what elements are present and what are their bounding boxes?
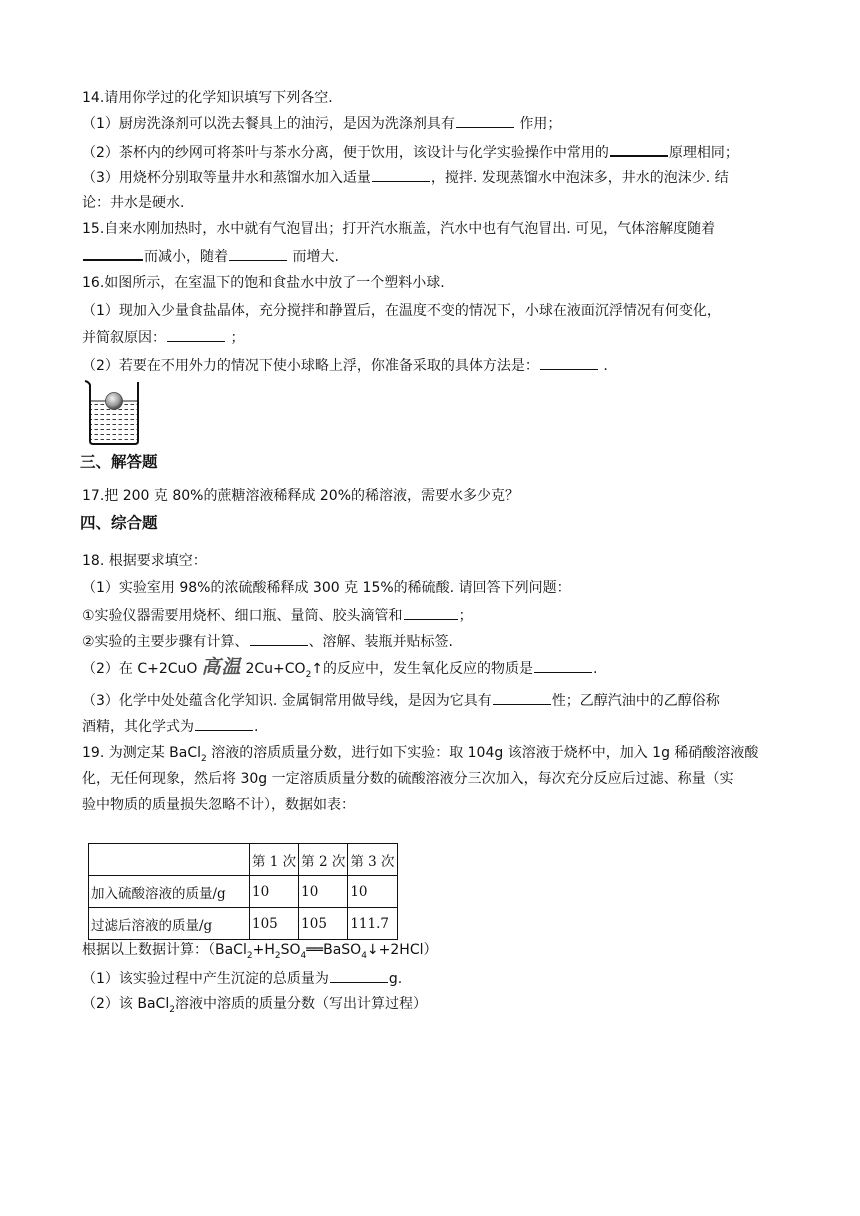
q18-part1-1: ①实验仪器需要用烧杯、细口瓶、量筒、胶头滴管和 ； [82,605,473,626]
q14-part2: （2）茶杯内的纱网可将茶叶与茶水分离，便于饮用，该设计与化学实验操作中常用的 原理相同； [82,141,739,163]
table-header-cell: 第 3 次 [348,844,397,876]
plastic-ball [106,393,123,410]
q18-part3-cont: 酒精，其化学式为 . [82,716,258,737]
beaker-with-ball-figure [82,377,146,447]
answer-blank[interactable] [250,631,308,646]
answer-blank[interactable] [330,968,388,983]
section-heading-4: 四、综合题 [80,514,158,532]
reaction-condition-label: 高温 [201,656,242,678]
answer-blank[interactable] [195,716,253,731]
q16-part1: （1）现加入少量食盐晶体，充分搅拌和静置后，在温度不变的情况下，小球在液面沉浮情况有何变化， [82,303,721,319]
q19-line2: 化，无任何现象，然后将 30g 一定溶质质量分数的硫酸溶液分三次加入，每次充分反应后过滤、称量（实 [82,771,734,787]
q16-part1-cont: 并简叙原因： ； [82,327,244,348]
q16-part2: （2）若要在不用外力的情况下使小球略上浮，你准备采取的具体方法是： . [82,355,608,376]
q14-part1: （1）厨房洗涤剂可以洗去餐具上的油污，是因为洗涤剂具有 作用； [82,113,561,134]
q18-intro: 18. 根据要求填空： [82,553,207,569]
answer-blank[interactable] [229,246,287,261]
table-cell: 加入硫酸溶液的质量/g [89,876,250,908]
table-cell: 10 [250,876,299,908]
table-header-row [89,844,398,876]
gas-arrow: ↑ [311,661,324,677]
q19-line1: 19. 为测定某 BaCl$_2$ 溶液的溶质质量分数，进行如下实验：取 104g 该溶液于烧杯中，加入 1g 稀硝酸溶液酸 [82,745,759,764]
answer-blank[interactable] [534,658,592,673]
q14-part3: （3）用烧杯分别取等量井水和蒸馏水加入适量 ，搅拌. 发现蒸馏水中泡沫多，井水的泡沫少. 结 [82,167,729,188]
table-row [89,908,398,940]
table-cell: 10 [299,876,348,908]
q19-calc-line: 根据以上数据计算：$(BaCl_2+H_2SO_4══BaSO_4↓+2HCl)$ [82,942,438,961]
section-heading-3: 三、解答题 [80,453,158,471]
table-cell: 105 [299,908,348,940]
q15-line1: 15.自来水刚加热时，水中就有气泡冒出；打开汽水瓶盖，汽水中也有气泡冒出. 可见，气体溶解度随着 [82,221,716,237]
answer-blank[interactable] [167,327,225,342]
table-header-cell: 第 2 次 [299,844,348,876]
q16-intro: 16.如图所示，在室温下的饱和食盐水中放了一个塑料小球. [82,275,445,291]
table-cell: 111.7 [348,908,397,940]
q19-line3: 验中物质的质量损失忽略不计），数据如表： [82,797,355,813]
table-cell: 过滤后溶液的质量/g [89,908,250,940]
q19-part1: （1）该实验过程中产生沉淀的总质量为 g. [82,968,402,989]
table-cell [89,844,250,876]
answer-blank[interactable] [456,113,514,128]
q18-part1: （1）实验室用 98%的浓硫酸稀释成 300 克 15%的稀硫酸. 请回答下列问题： [82,580,571,596]
q18-part1-2: ②实验的主要步骤有计算、 、溶解、装瓶并贴标签. [82,631,453,652]
q14-part3-cont: 论：井水是硬水. [82,195,185,211]
answer-blank[interactable] [493,690,551,705]
q18-part3: （3）化学中处处蕴含化学知识. 金属铜常用做导线，是因为它具有 性；乙醇汽油中的乙醇俗称 [82,690,720,711]
answer-blank[interactable] [404,605,458,620]
table-cell: 10 [348,876,397,908]
q15-line2: 而减小，随着 而增大. [82,245,339,267]
answer-blank[interactable] [83,245,143,261]
q17-text: 17.把 200 克 80%的蔗糖溶液稀释成 20%的稀溶液，需要水多少克？ [82,488,520,504]
q18-part2: （2）在 C+2CuO 高温 $2Cu+CO_2↑$的反应中，发生氧化反应的物质是 . [82,656,598,680]
table-row [89,876,398,908]
answer-blank[interactable] [372,167,430,182]
answer-blank[interactable] [540,355,598,370]
q19-part2: （2）该 BaCl$_2$溶液中溶质的质量分数（写出计算过程） [82,996,427,1015]
answer-blank[interactable] [610,141,668,157]
data-table [88,843,398,940]
q14-intro: 14.请用你学过的化学知识填写下列各空. [82,90,333,106]
table-header-cell: 第 1 次 [250,844,299,876]
table-cell: 105 [250,908,299,940]
